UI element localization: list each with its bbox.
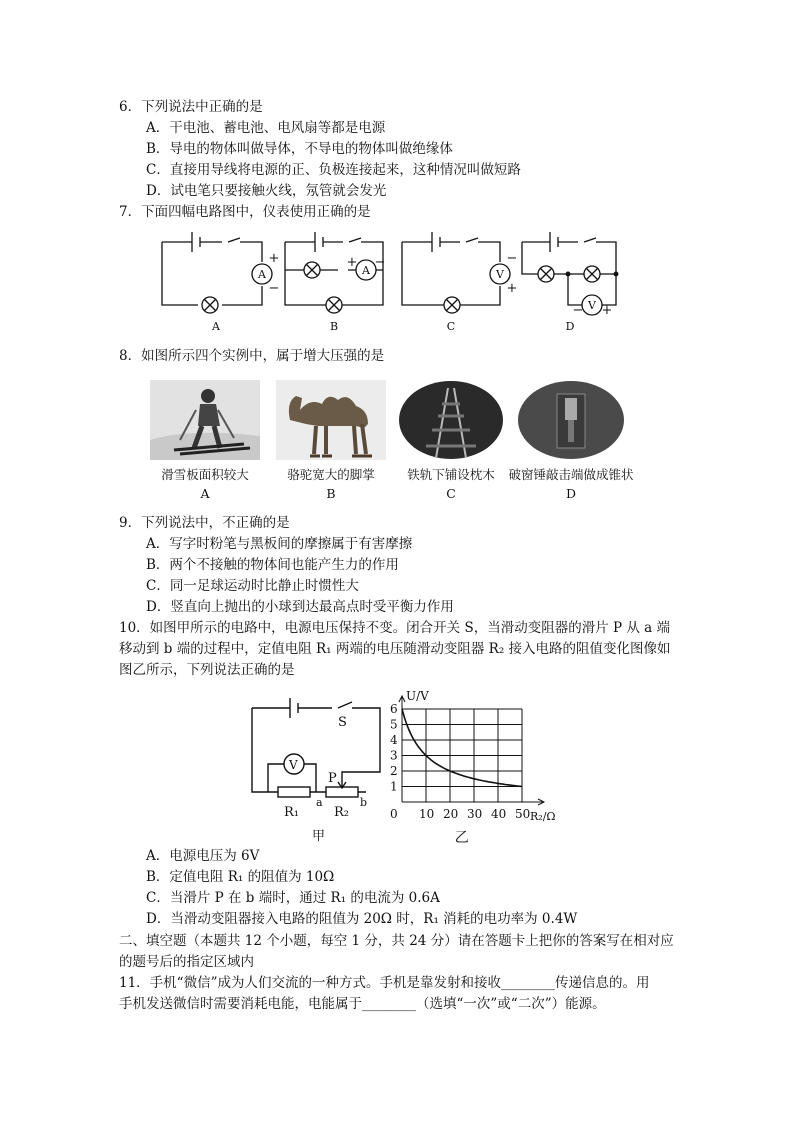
- q8-caption-a: 滑雪板面积较大: [161, 467, 249, 482]
- q7-c-minus: −: [506, 251, 518, 266]
- graph-ytick-label: 4: [390, 733, 398, 747]
- q10-r1-label: R₁: [284, 805, 299, 820]
- q8-photo-hammer: [517, 380, 625, 460]
- q8-photo-skier: [150, 380, 260, 460]
- q7-label-c: C: [446, 320, 456, 333]
- q10-stem-line-1: 10．如图甲所示的电路中，电源电压保持不变。闭合开关 S，当滑动变阻器的滑片 P 从 a 端: [119, 620, 671, 636]
- q7-b-minus: −: [374, 255, 386, 270]
- graph-ytick-label: 5: [390, 717, 398, 732]
- q10-slider-label: P: [328, 771, 337, 786]
- graph-ytick-label: 2: [390, 764, 398, 778]
- q7-ammeter-a-letter: A: [258, 268, 266, 281]
- q10-end-a: a: [316, 796, 323, 809]
- graph-origin-label: 0: [390, 807, 398, 821]
- q8-label-c: C: [446, 486, 456, 501]
- q6-option-b: B．导电的物体叫做导体，不导电的物体叫做绝缘体: [146, 141, 453, 157]
- graph-xtick-label: 20: [443, 807, 459, 821]
- q8-photo-camel: [276, 380, 386, 460]
- graph-ytick-label: 3: [390, 748, 398, 763]
- q8-caption-d: 破窗锤敲击端做成锥状: [508, 467, 634, 482]
- q7-ammeter-b-letter: A: [362, 264, 370, 277]
- q11-line-1: 11．手机“微信”成为人们交流的一种方式。手机是靠发射和接收________传递信息的。用: [119, 975, 650, 991]
- q8-photo-rail: [398, 380, 504, 460]
- q6-option-c: C．直接用导线将电源的正、负极连接起来，这种情况叫做短路: [146, 162, 521, 178]
- q7-b-plus: +: [346, 255, 358, 270]
- q10-option-c: C．当滑片 P 在 b 端时，通过 R₁ 的电流为 0.6A: [146, 890, 440, 906]
- q6-option-a: A．干电池、蓄电池、电风扇等都是电源: [146, 120, 386, 136]
- q9-option-c: C．同一足球运动时比静止时惯性大: [146, 578, 359, 594]
- graph-ytick-label: 1: [390, 779, 398, 794]
- q7-voltmeter-d-letter: V: [588, 299, 596, 312]
- q10-graph: [380, 689, 556, 846]
- q8-stem: 8．如图所示四个实例中，属于增大压强的是: [119, 348, 385, 364]
- q10-option-d: D．当滑动变阻器接入电路的阻值为 20Ω 时，R₁ 消耗的电功率为 0.4W: [146, 911, 578, 927]
- q10-voltmeter-letter: V: [289, 758, 298, 772]
- q7-label-a: A: [212, 320, 220, 333]
- q7-voltmeter-c-letter: V: [496, 268, 504, 281]
- q7-stem: 7．下面四幅电路图中，仪表使用正确的是: [119, 204, 371, 220]
- q10-switch-label: S: [338, 715, 347, 730]
- section2-heading-line-2: 的题号后的指定区域内: [119, 954, 254, 970]
- q10-option-a: A．电源电压为 6V: [146, 848, 260, 864]
- q7-d-plus: +: [601, 303, 613, 318]
- graph-ytick-label: 6: [390, 702, 398, 716]
- q11-line-2: 手机发送微信时需要消耗电能，电能属于________（选填“一次”或“二次”）能源。: [119, 996, 606, 1012]
- graph-curve: [402, 709, 522, 787]
- q9-stem: 9．下列说法中，不正确的是: [119, 515, 290, 531]
- q8-caption-b: 骆驼宽大的脚掌: [287, 467, 375, 482]
- graph-x-axis-label: R₂/Ω: [530, 810, 556, 823]
- q7-circuit-diagrams: [150, 228, 630, 340]
- q10-r2-label: R₂: [334, 805, 349, 820]
- q8-label-b: B: [326, 486, 336, 501]
- q10-circuit-caption: 甲: [312, 829, 326, 844]
- q9-option-a: A．写字时粉笔与黑板间的摩擦属于有害摩擦: [146, 536, 413, 552]
- graph-xtick-label: 10: [419, 807, 435, 821]
- q7-c-plus: +: [506, 281, 518, 296]
- q10-stem-line-2: 移动到 b 端的过程中，定值电阻 R₁ 两端的电压随滑动变阻器 R₂ 接入电路的阻值变化图像如: [119, 641, 671, 657]
- q8-label-d: D: [565, 486, 577, 501]
- q6-stem: 6．下列说法中正确的是: [119, 99, 263, 115]
- q9-option-d: D．竖直向上抛出的小球到达最高点时受平衡力作用: [146, 599, 454, 615]
- q7-a-plus: +: [268, 251, 280, 266]
- q10-option-b: B．定值电阻 R₁ 的阻值为 10Ω: [146, 869, 335, 885]
- q7-a-minus: −: [268, 281, 280, 296]
- q9-option-b: B．两个不接触的物体间也能产生力的作用: [146, 557, 399, 573]
- q8-caption-c: 铁轨下铺设枕木: [407, 467, 495, 482]
- q10-circuit-diagram: [246, 694, 396, 844]
- q10-end-b: b: [360, 796, 368, 809]
- graph-caption: 乙: [454, 830, 469, 846]
- graph-xtick-label: 40: [491, 807, 507, 821]
- graph-y-axis-label: U/V: [406, 689, 429, 703]
- graph-xtick-label: 50: [515, 807, 531, 821]
- q10-stem-line-3: 图乙所示，下列说法正确的是: [119, 662, 295, 678]
- q6-option-d: D．试电笔只要接触火线，氖管就会发光: [146, 183, 387, 199]
- graph-xtick-label: 30: [467, 807, 483, 821]
- q7-label-b: B: [329, 320, 339, 333]
- q8-label-a: A: [200, 486, 210, 501]
- q7-d-minus: −: [572, 303, 584, 318]
- q7-label-d: D: [565, 320, 575, 333]
- section2-heading-line-1: 二、填空题（本题共 12 个小题，每空 1 分，共 24 分）请在答题卡上把你的答案写在相对应: [119, 933, 674, 949]
